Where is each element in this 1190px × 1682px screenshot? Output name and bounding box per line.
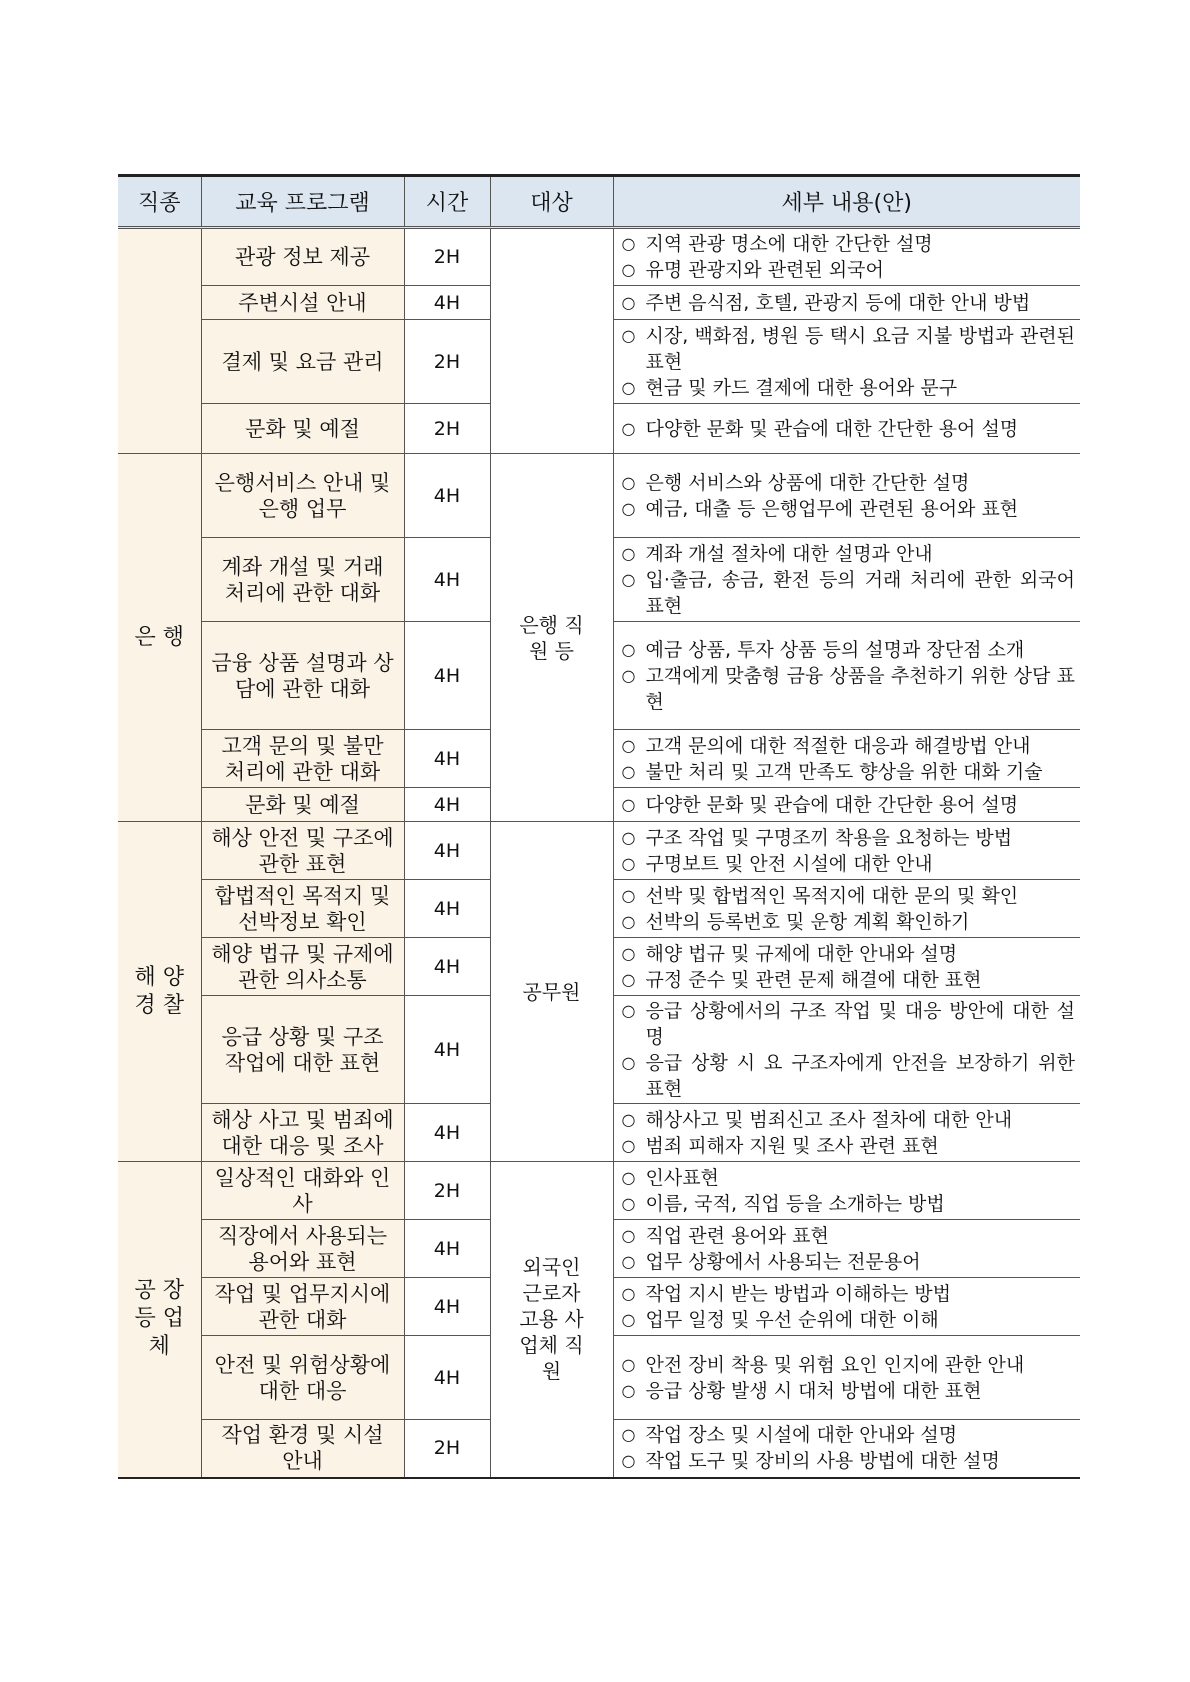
detail-cell xyxy=(613,1162,1080,1220)
detail-item xyxy=(622,792,1076,818)
detail-item xyxy=(622,416,1076,442)
circle-bullet-icon: ○ xyxy=(621,1283,636,1303)
detail-item xyxy=(622,567,1076,619)
detail-text: 응급 상황 시 요 구조자에게 안전을 보장하기 위한 표현 xyxy=(645,1051,1075,1100)
detail-cell xyxy=(613,538,1080,622)
detail-item xyxy=(622,909,1076,935)
detail-text: 작업 장소 및 시설에 대한 안내와 설명 xyxy=(645,1424,958,1447)
detail-cell xyxy=(613,880,1080,938)
hours-cell: 2H xyxy=(404,228,490,286)
detail-item xyxy=(622,1165,1076,1191)
hours-cell: 4H xyxy=(404,1104,490,1162)
category-cell-factory: 공 장 등 업 체 xyxy=(118,1162,201,1478)
detail-text: 유명 관광지와 관련된 외국어 xyxy=(645,259,884,281)
circle-bullet-icon: ○ xyxy=(621,292,636,312)
detail-text: 범죄 피해자 지원 및 조사 관련 표현 xyxy=(645,1134,939,1157)
hours-cell: 4H xyxy=(404,454,490,538)
circle-bullet-icon: ○ xyxy=(621,1425,636,1445)
detail-item xyxy=(622,1223,1076,1249)
detail-item xyxy=(622,663,1076,715)
detail-item xyxy=(622,733,1076,759)
detail-text: 다양한 문화 및 관습에 대한 간단한 용어 설명 xyxy=(645,793,1019,816)
circle-bullet-icon: ○ xyxy=(621,543,636,563)
detail-cell xyxy=(613,454,1080,538)
circle-bullet-icon: ○ xyxy=(621,827,636,847)
table-row xyxy=(118,454,1080,538)
hours-cell: 4H xyxy=(404,1220,490,1278)
detail-item xyxy=(622,883,1076,909)
program-cell: 직장에서 사용되는 용어와 표현 xyxy=(201,1220,404,1278)
detail-item xyxy=(622,375,1076,401)
detail-cell xyxy=(613,996,1080,1104)
detail-item xyxy=(622,759,1076,785)
detail-text: 계좌 개설 절차에 대한 설명과 안내 xyxy=(645,542,933,565)
detail-item xyxy=(622,1050,1076,1102)
hours-cell: 4H xyxy=(404,822,490,880)
detail-text: 업무 상황에서 사용되는 전문용어 xyxy=(645,1250,921,1273)
program-cell: 작업 환경 및 시설 안내 xyxy=(201,1420,404,1478)
hours-cell: 2H xyxy=(404,1420,490,1478)
hours-cell: 4H xyxy=(404,622,490,730)
circle-bullet-icon: ○ xyxy=(621,1251,636,1271)
hours-cell: 4H xyxy=(404,938,490,996)
detail-text: 안전 장비 착용 및 위험 요인 인지에 관한 안내 xyxy=(645,1353,1025,1376)
detail-item xyxy=(622,1133,1076,1159)
target-cell-coastguard: 공무원 xyxy=(490,822,613,1162)
header-job: 직종 xyxy=(118,176,201,228)
detail-text: 업무 일정 및 우선 순위에 대한 이해 xyxy=(645,1308,939,1331)
detail-item xyxy=(622,825,1076,851)
circle-bullet-icon: ○ xyxy=(621,969,636,989)
circle-bullet-icon: ○ xyxy=(621,234,636,253)
detail-item xyxy=(622,1378,1076,1404)
detail-item xyxy=(622,496,1076,522)
header-detail: 세부 내용(안) xyxy=(613,176,1080,228)
detail-text: 예금, 대출 등 은행업무에 관련된 용어와 표현 xyxy=(645,497,1019,520)
detail-cell xyxy=(613,404,1080,454)
detail-text: 선박 및 합법적인 목적지에 대한 문의 및 확인 xyxy=(645,884,1019,907)
detail-item xyxy=(622,1422,1076,1448)
detail-item xyxy=(622,941,1076,967)
hours-cell: 4H xyxy=(404,996,490,1104)
detail-text: 작업 도구 및 장비의 사용 방법에 대한 설명 xyxy=(645,1450,1000,1473)
detail-text: 다양한 문화 및 관습에 대한 간단한 용어 설명 xyxy=(645,417,1019,440)
detail-text: 구조 작업 및 구명조끼 착용을 요청하는 방법 xyxy=(645,826,1013,849)
circle-bullet-icon: ○ xyxy=(621,761,636,781)
circle-bullet-icon: ○ xyxy=(621,377,636,397)
category-cell-tourism xyxy=(118,228,201,454)
header-hours: 시간 xyxy=(404,176,490,228)
program-cell: 해양 법규 및 규제에 관한 의사소통 xyxy=(201,938,404,996)
detail-text: 직업 관련 용어와 표현 xyxy=(645,1224,829,1247)
detail-text: 선박의 등록번호 및 운항 계획 확인하기 xyxy=(645,910,970,933)
detail-cell xyxy=(613,320,1080,404)
hours-cell: 4H xyxy=(404,1278,490,1336)
program-cell: 은행서비스 안내 및 은행 업무 xyxy=(201,454,404,538)
circle-bullet-icon: ○ xyxy=(621,639,636,659)
program-cell: 안전 및 위험상황에 대한 대응 xyxy=(201,1336,404,1420)
circle-bullet-icon: ○ xyxy=(621,665,636,685)
program-cell: 관광 정보 제공 xyxy=(201,228,404,286)
detail-text: 구명보트 및 안전 시설에 대한 안내 xyxy=(645,852,933,875)
detail-item xyxy=(622,967,1076,993)
hours-cell: 4H xyxy=(404,880,490,938)
circle-bullet-icon: ○ xyxy=(621,1193,636,1213)
detail-cell xyxy=(613,822,1080,880)
circle-bullet-icon: ○ xyxy=(621,853,636,873)
detail-text: 은행 서비스와 상품에 대한 간단한 설명 xyxy=(645,471,970,494)
detail-cell xyxy=(613,1420,1080,1478)
detail-text: 해양 법규 및 규제에 대한 안내와 설명 xyxy=(645,942,958,965)
hours-cell: 2H xyxy=(404,1162,490,1220)
circle-bullet-icon: ○ xyxy=(621,1309,636,1329)
hours-cell: 4H xyxy=(404,1336,490,1420)
detail-item xyxy=(622,541,1076,567)
program-cell: 주변시설 안내 xyxy=(201,286,404,320)
circle-bullet-icon: ○ xyxy=(621,472,636,492)
circle-bullet-icon: ○ xyxy=(621,735,636,755)
detail-item xyxy=(622,470,1076,496)
program-cell: 작업 및 업무지시에 관한 대화 xyxy=(201,1278,404,1336)
circle-bullet-icon: ○ xyxy=(621,498,636,518)
program-cell: 해상 사고 및 범죄에 대한 대응 및 조사 xyxy=(201,1104,404,1162)
circle-bullet-icon: ○ xyxy=(621,794,636,814)
detail-text: 고객 문의에 대한 적절한 대응과 해결방법 안내 xyxy=(645,734,1031,757)
detail-text: 시장, 백화점, 병원 등 택시 요금 지불 방법과 관련된 표현 xyxy=(645,324,1075,373)
detail-text: 이름, 국적, 직업 등을 소개하는 방법 xyxy=(645,1192,945,1215)
detail-cell xyxy=(613,622,1080,730)
hours-cell: 4H xyxy=(404,730,490,788)
table-body xyxy=(118,228,1080,1478)
detail-text: 인사표현 xyxy=(645,1166,719,1189)
header-program: 교육 프로그램 xyxy=(201,176,404,228)
detail-text: 입·출금, 송금, 환전 등의 거래 처리에 관한 외국어 표현 xyxy=(645,568,1075,617)
detail-item xyxy=(622,323,1076,375)
circle-bullet-icon: ○ xyxy=(621,911,636,931)
detail-text: 해상사고 및 범죄신고 조사 절차에 대한 안내 xyxy=(645,1108,1013,1131)
program-cell: 문화 및 예절 xyxy=(201,404,404,454)
detail-text: 지역 관광 명소에 대한 간단한 설명 xyxy=(645,233,933,255)
table-row xyxy=(118,822,1080,880)
target-cell-bank: 은행 직원 등 xyxy=(490,454,613,822)
detail-item xyxy=(622,998,1076,1050)
detail-cell xyxy=(613,1336,1080,1420)
detail-item xyxy=(622,1107,1076,1133)
detail-cell xyxy=(613,286,1080,320)
program-cell: 문화 및 예절 xyxy=(201,788,404,822)
program-cell: 해상 안전 및 구조에 관한 표현 xyxy=(201,822,404,880)
header-target: 대상 xyxy=(490,176,613,228)
program-cell: 결제 및 요금 관리 xyxy=(201,320,404,404)
detail-cell xyxy=(613,788,1080,822)
detail-item xyxy=(622,1249,1076,1275)
circle-bullet-icon: ○ xyxy=(621,260,636,279)
program-cell: 금융 상품 설명과 상담에 관한 대화 xyxy=(201,622,404,730)
program-cell: 합법적인 목적지 및 선박정보 확인 xyxy=(201,880,404,938)
hours-cell: 2H xyxy=(404,320,490,404)
detail-cell xyxy=(613,938,1080,996)
circle-bullet-icon: ○ xyxy=(621,1451,636,1471)
detail-text: 규정 준수 및 관련 문제 해결에 대한 표현 xyxy=(645,968,982,991)
detail-text: 고객에게 맞춤형 금융 상품을 추천하기 위한 상담 표현 xyxy=(645,664,1075,713)
detail-item xyxy=(622,231,1076,257)
detail-cell xyxy=(613,1278,1080,1336)
target-cell-factory: 외국인 근로자 고용 사업체 직원 xyxy=(490,1162,613,1478)
detail-text: 예금 상품, 투자 상품 등의 설명과 장단점 소개 xyxy=(645,638,1025,661)
circle-bullet-icon: ○ xyxy=(621,325,636,345)
detail-item xyxy=(622,1307,1076,1333)
category-cell-coastguard: 해 양 경 찰 xyxy=(118,822,201,1162)
detail-text: 주변 음식점, 호텔, 관광지 등에 대한 안내 방법 xyxy=(645,291,1031,314)
circle-bullet-icon: ○ xyxy=(621,1354,636,1374)
detail-text: 응급 상황에서의 구조 작업 및 대응 방안에 대한 설명 xyxy=(645,999,1075,1048)
detail-item xyxy=(622,290,1076,316)
detail-item xyxy=(622,1281,1076,1307)
detail-item xyxy=(622,1191,1076,1217)
detail-item xyxy=(622,1448,1076,1474)
detail-item xyxy=(622,257,1076,283)
program-table xyxy=(118,174,1080,1479)
program-cell: 일상적인 대화와 인사 xyxy=(201,1162,404,1220)
circle-bullet-icon: ○ xyxy=(621,943,636,963)
program-cell: 계좌 개설 및 거래 처리에 관한 대화 xyxy=(201,538,404,622)
circle-bullet-icon: ○ xyxy=(621,569,636,589)
detail-text: 작업 지시 받는 방법과 이해하는 방법 xyxy=(645,1282,952,1305)
hours-cell: 4H xyxy=(404,286,490,320)
detail-item xyxy=(622,637,1076,663)
circle-bullet-icon: ○ xyxy=(621,418,636,438)
hours-cell: 4H xyxy=(404,788,490,822)
target-cell-tourism xyxy=(490,228,613,454)
circle-bullet-icon: ○ xyxy=(621,885,636,905)
category-cell-bank: 은 행 xyxy=(118,454,201,822)
detail-cell xyxy=(613,228,1080,286)
detail-cell xyxy=(613,1104,1080,1162)
circle-bullet-icon: ○ xyxy=(621,1380,636,1400)
program-cell: 고객 문의 및 불만 처리에 관한 대화 xyxy=(201,730,404,788)
circle-bullet-icon: ○ xyxy=(621,1000,636,1020)
program-table-container xyxy=(118,174,1080,1479)
table-row xyxy=(118,228,1080,286)
circle-bullet-icon: ○ xyxy=(621,1167,636,1187)
circle-bullet-icon: ○ xyxy=(621,1135,636,1155)
detail-text: 불만 처리 및 고객 만족도 향상을 위한 대화 기술 xyxy=(645,760,1043,783)
detail-text: 응급 상황 발생 시 대처 방법에 대한 표현 xyxy=(645,1379,982,1402)
header-row xyxy=(118,176,1080,228)
circle-bullet-icon: ○ xyxy=(621,1052,636,1072)
hours-cell: 4H xyxy=(404,538,490,622)
detail-item xyxy=(622,1352,1076,1378)
detail-cell xyxy=(613,730,1080,788)
table-row xyxy=(118,1162,1080,1220)
circle-bullet-icon: ○ xyxy=(621,1225,636,1245)
hours-cell: 2H xyxy=(404,404,490,454)
detail-text: 현금 및 카드 결제에 대한 용어와 문구 xyxy=(645,376,958,399)
circle-bullet-icon: ○ xyxy=(621,1109,636,1129)
detail-cell xyxy=(613,1220,1080,1278)
program-cell: 응급 상황 및 구조 작업에 대한 표현 xyxy=(201,996,404,1104)
detail-item xyxy=(622,851,1076,877)
